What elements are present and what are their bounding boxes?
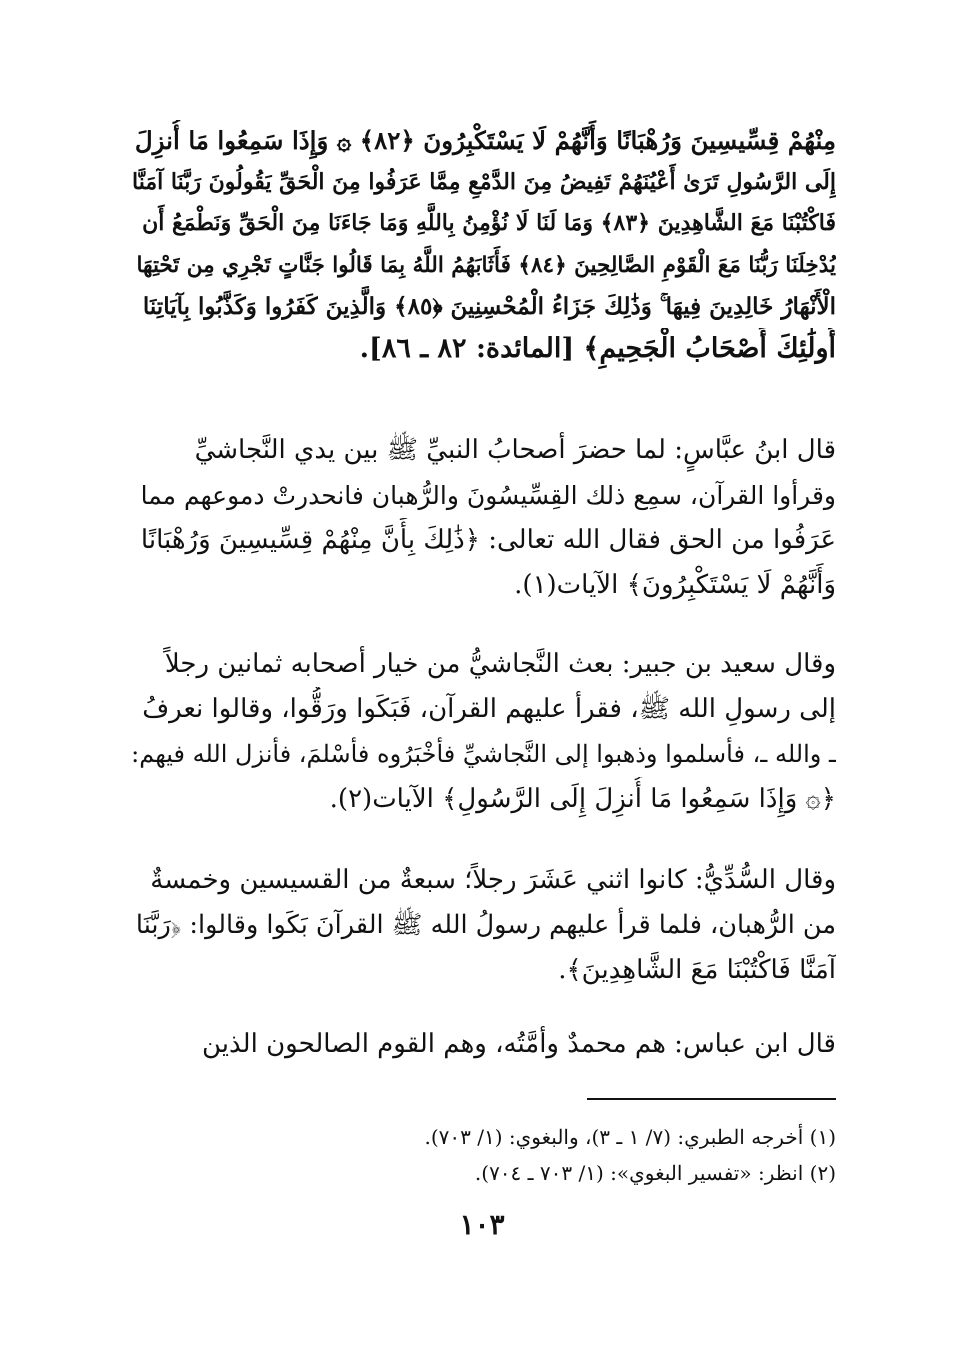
paragraph-line: وقال سعيد بن جبير: بعث النَّجاشيُّ من خيار أصحابه ثمانين رجلاً: [164, 649, 836, 679]
paragraph-line: إلى رسولِ الله ﷺ، فقرأ عليهم القرآن، فَبَكَوا ورَقُّوا، وقالوا نعرفُ: [142, 694, 836, 724]
paragraph-line: وقرأوا القرآن، سمِع ذلك القِسِّيسُونَ والرُّهبان فانحدرتْ دموعهم مما: [140, 481, 836, 510]
quran-line: الْأَنْهَارُ خَالِدِينَ فِيهَا ۚ وَذَٰلِكَ جَزَاءُ الْمُحْسِنِينَ ﴿٨٥﴾ وَالَّذِينَ كَفَرُوا وَكَذَّبُوا بِآيَاتِنَا: [142, 293, 836, 320]
quran-line: أُولَٰئِكَ أَصْحَابُ الْجَحِيمِ﴾ [المائدة: ٨٢ ـ ٨٦].: [359, 332, 836, 364]
paragraph-line: قال ابن عباس: هم محمدٌ وأمَّتُه، وهم القوم الصالحون الذين: [201, 1029, 836, 1059]
footnote: (٢) انظر: «تفسير البغوي»: (١/ ٧٠٣ ـ ٧٠٤).: [474, 1161, 836, 1185]
quran-line: إِلَى الرَّسُولِ تَرَىٰ أَعْيُنَهُمْ تَفِيضُ مِنَ الدَّمْعِ مِمَّا عَرَفُوا مِنَ الْحَقِّ يَقُولُونَ رَبَّنَا آمَنَّا: [132, 168, 836, 195]
paragraph-suddi: [130, 858, 836, 993]
quran-passage: [130, 120, 836, 369]
footnote-divider: [587, 1098, 836, 1100]
page-number: ١٠٣: [459, 1208, 505, 1241]
paragraph-line: قال ابنُ عبَّاسٍ: لما حضرَ أصحابُ النبيِّ ﷺ بين يدي النَّجاشيِّ: [194, 435, 836, 465]
paragraph-said-ibn-jubayr: [130, 642, 836, 822]
paragraph-line: من الرُّهبان، فلما قرأ عليهم رسولُ الله ﷺ القرآنَ بَكَوا وقالوا: ﴿رَبَّنَا: [135, 910, 836, 940]
quran-line: يُدْخِلَنَا رَبُّنَا مَعَ الْقَوْمِ الصَّالِحِينَ ﴿٨٤﴾ فَأَثَابَهُمُ اللَّهُ بِمَا قَالُوا جَنَّاتٍ تَجْرِي مِن تَحْتِهَا: [136, 252, 836, 278]
paragraph-line: ـ والله ـ، فأسلموا وذهبوا إلى النَّجاشيِّ فأخْبَرُوه فأسْلمَ، فأنزل الله فيهم:: [131, 740, 836, 768]
paragraph-ibn-abbas-2: [130, 1022, 836, 1067]
paragraph-line: عَرَفُوا من الحق فقال الله تعالى: ﴿ذَٰلِكَ بِأَنَّ مِنْهُمْ قِسِّيسِينَ وَرُهْبَانًا: [140, 525, 836, 555]
paragraph-line: ﴿۞ وَإِذَا سَمِعُوا مَا أُنزِلَ إِلَى الرَّسُولِ﴾ الآيات(٢).: [329, 784, 836, 814]
quran-line: مِنْهُمْ قِسِّيسِينَ وَرُهْبَانًا وَأَنَّهُمْ لَا يَسْتَكْبِرُونَ ﴿٨٢﴾ ۞ وَإِذَا سَمِعُوا مَا أُنزِلَ: [134, 126, 836, 155]
paragraph-ibn-abbas: [130, 428, 836, 608]
paragraph-line: وقال السُّدِّيُّ: كانوا اثني عَشَرَ رجلاً؛ سبعةٌ من القسيسين وخمسةٌ: [150, 865, 836, 895]
quran-line: فَاكْتُبْنَا مَعَ الشَّاهِدِينَ ﴿٨٣﴾ وَمَا لَنَا لَا نُؤْمِنُ بِاللَّهِ وَمَا جَاءَنَا مِنَ الْحَقِّ وَنَطْمَعُ أَن: [142, 210, 836, 236]
paragraph-line: وَأَنَّهُمْ لَا يَسْتَكْبِرُونَ﴾ الآيات(١).: [514, 570, 836, 600]
paragraph-line: آمَنَّا فَاكْتُبْنَا مَعَ الشَّاهِدِينَ﴾.: [558, 955, 836, 985]
footnote: (١) أخرجه الطبري: (٧/ ١ ـ ٣)، والبغوي: (١/ ٧٠٣).: [424, 1125, 836, 1149]
